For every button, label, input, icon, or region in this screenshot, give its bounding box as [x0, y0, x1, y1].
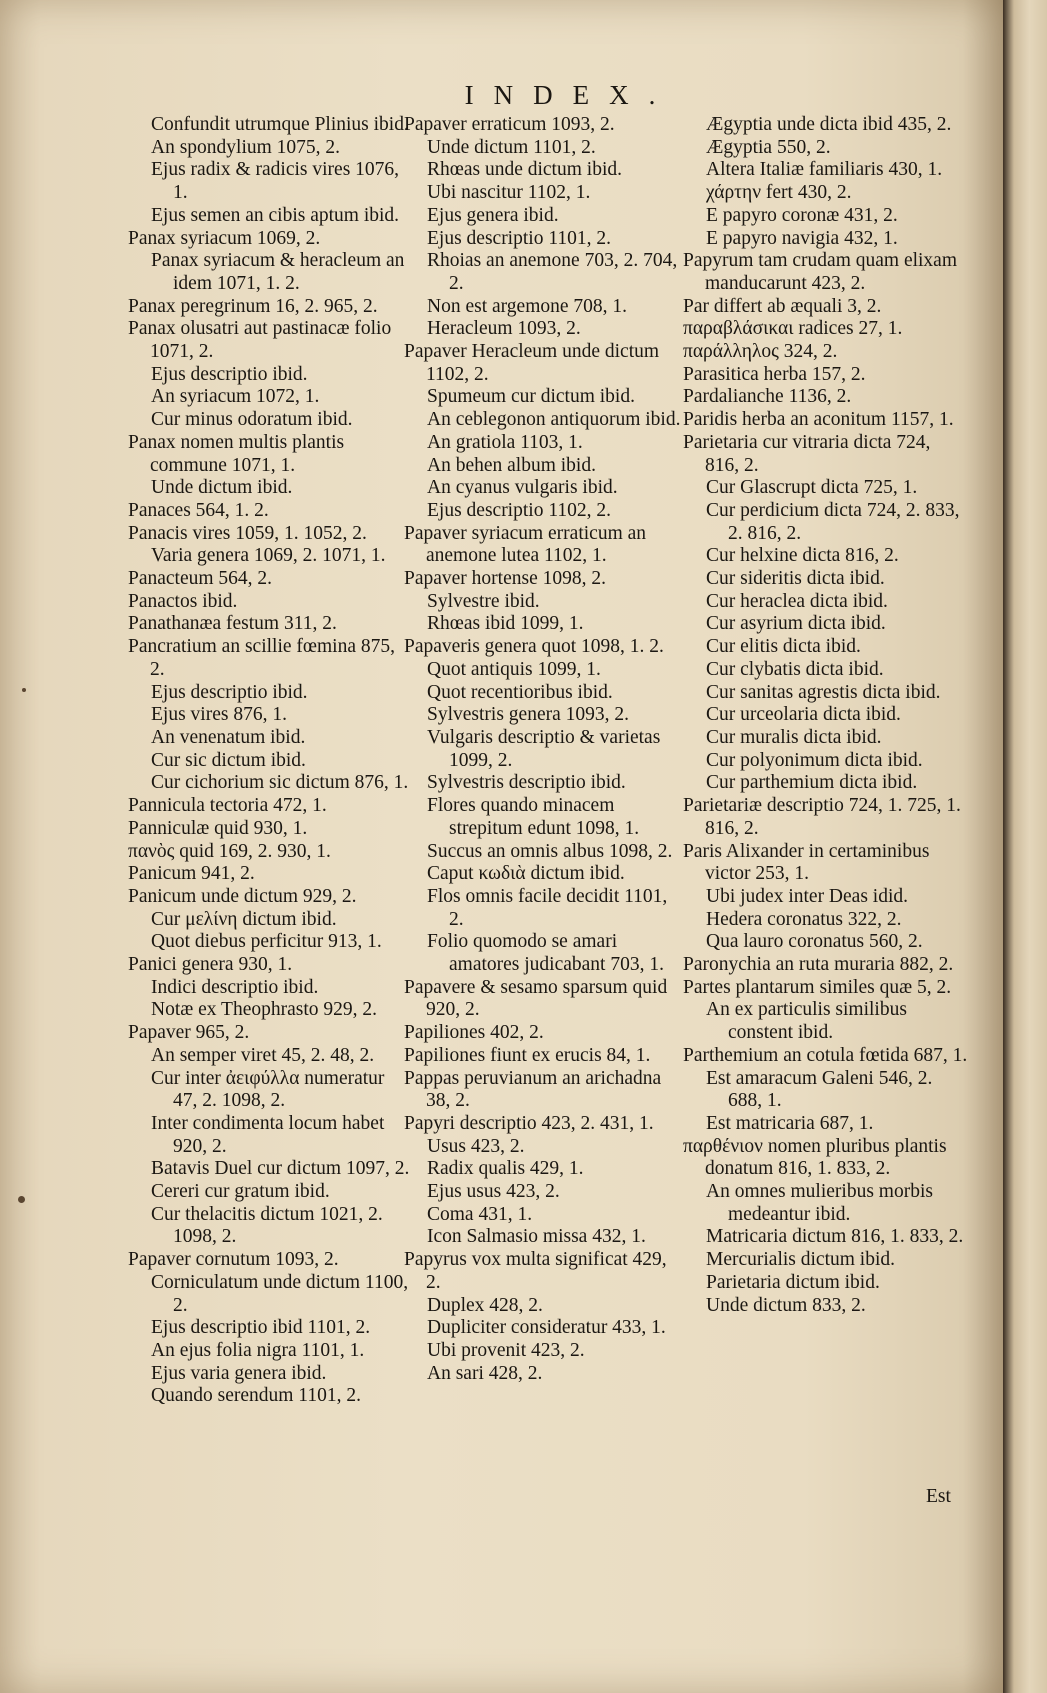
index-subentry: Cur Glascrupt dicta 725, 1. — [706, 477, 918, 499]
index-subentry: Cur polyonimum dicta ibid. — [706, 749, 923, 771]
index-entry: Panaces 564, 1. 2. — [128, 499, 269, 521]
index-subentry: Sylvestris descriptio ibid. — [427, 772, 626, 794]
index-subentry: Cur asyrium dicta ibid. — [706, 613, 886, 635]
index-subentry: Coma 431, 1. — [427, 1203, 533, 1225]
index-entry: παραβλάσικαι radices 27, 1. — [683, 318, 903, 340]
index-entry: Panici genera 930, 1. — [128, 954, 293, 976]
index-entry: Panax olusatri aut pastinacæ folio 1071, 2. — [128, 318, 392, 363]
index-entry: Panacis vires 1059, 1. 1052, 2. — [128, 522, 367, 544]
paper-blemish — [22, 688, 26, 692]
index-subentry: An sari 428, 2. — [427, 1362, 543, 1384]
index-subentry: Ubi provenit 423, 2. — [427, 1339, 585, 1361]
index-subentry: Ægyptia 550, 2. — [706, 136, 831, 158]
index-subentry: Heracleum 1093, 2. — [427, 318, 581, 340]
index-subentry: Ejus descriptio 1101, 2. — [427, 227, 611, 249]
index-subentry: Radix qualis 429, 1. — [427, 1158, 584, 1180]
index-entry: Panicum unde dictum 929, 2. — [128, 885, 357, 907]
index-subentry: An cyanus vulgaris ibid. — [427, 477, 618, 499]
index-subentry: Succus an omnis albus 1098, 2. — [427, 840, 673, 862]
index-subentry: Cur helxine dicta 816, 2. — [706, 545, 899, 567]
index-subentry: Quando serendum 1101, 2. — [151, 1385, 361, 1407]
index-column-2 — [404, 114, 686, 1385]
index-entry: Papyri descriptio 423, 2. 431, 1. — [404, 1112, 654, 1134]
index-subentry: Usus 423, 2. — [427, 1135, 525, 1157]
index-entry: Papaver syriacum erraticum an anemone lutea 1102, 1. — [404, 522, 647, 567]
index-subentry: An ex particulis similibus constent ibid. — [706, 999, 907, 1044]
index-subentry: Cur heraclea dicta ibid. — [706, 590, 888, 612]
index-subentry: An syriacum 1072, 1. — [151, 386, 320, 408]
index-subentry: An omnes mulieribus morbis medeantur ibid. — [706, 1181, 933, 1225]
index-subentry: Hedera coronatus 322, 2. — [706, 908, 902, 930]
index-entry: Pancratium an scillie fœmina 875, 2. — [128, 636, 395, 680]
index-subentry: Corniculatum unde dictum 1100, 2. — [151, 1271, 409, 1316]
index-subentry: Confundit utrumque Plinius ibid. — [151, 114, 409, 135]
index-subentry: Mercurialis dictum ibid. — [706, 1249, 896, 1271]
index-entry: Paridis herba an aconitum 1157, 1. — [683, 409, 954, 431]
index-subentry: Quot antiquis 1099, 1. — [427, 658, 601, 680]
index-entry: Panax nomen multis plantis commune 1071, 1. — [128, 431, 345, 476]
index-subentry: Flores quando minacem strepitum edunt 1098, 1. — [427, 795, 640, 839]
index-entry: Pardalianche 1136, 2. — [683, 386, 852, 408]
index-entry: Panicum 941, 2. — [128, 863, 255, 885]
index-subentry: Duplex 428, 2. — [427, 1294, 543, 1316]
index-entry: Paronychia an ruta muraria 882, 2. — [683, 954, 954, 976]
index-entry: Pannicula tectoria 472, 1. — [128, 795, 327, 817]
index-entry: πανὸς quid 169, 2. 930, 1. — [128, 840, 331, 862]
index-subentry: Varia genera 1069, 2. 1071, 1. — [151, 545, 386, 567]
index-subentry: Rhœas unde dictum ibid. — [427, 159, 622, 181]
next-page-edge — [1003, 0, 1047, 1693]
catchword: Est — [926, 1486, 951, 1507]
index-entry: Papaver 965, 2. — [128, 1022, 250, 1044]
page-header: INDEX. — [464, 80, 676, 110]
index-subentry: Altera Italiæ familiaris 430, 1. — [706, 159, 943, 181]
index-subentry: Cereri cur gratum ibid. — [151, 1181, 330, 1203]
index-subentry: Flos omnis facile decidit 1101, 2. — [427, 885, 668, 930]
index-subentry: Ejus vires 876, 1. — [151, 704, 287, 726]
index-entry: Panax syriacum 1069, 2. — [128, 227, 321, 249]
index-subentry: Cur minus odoratum ibid. — [151, 409, 353, 431]
index-subentry: Inter condimenta locum habet 920, 2. — [151, 1112, 385, 1157]
index-subentry: Unde dictum ibid. — [151, 477, 293, 499]
index-subentry: Cur sideritis dicta ibid. — [706, 568, 885, 590]
index-subentry: Ejus descriptio ibid 1101, 2. — [151, 1317, 371, 1339]
index-subentry: Matricaria dictum 816, 1. 833, 2. — [706, 1226, 964, 1248]
index-entry: Partes plantarum similes quæ 5, 2. — [683, 976, 952, 998]
index-column-1 — [128, 114, 410, 1408]
index-entry: Panax peregrinum 16, 2. 965, 2. — [128, 295, 378, 317]
index-subentry: Indici descriptio ibid. — [151, 976, 319, 998]
index-subentry: Quot diebus perficitur 913, 1. — [151, 931, 382, 953]
index-subentry: Non est argemone 708, 1. — [427, 295, 628, 317]
index-subentry: Ubi nascitur 1102, 1. — [427, 182, 591, 204]
index-subentry: An gratiola 1103, 1. — [427, 431, 583, 453]
index-subentry: Ejus descriptio 1102, 2. — [427, 499, 611, 521]
index-entry: παράλληλος 324, 2. — [683, 341, 838, 363]
index-entry: Par differt ab æquali 3, 2. — [683, 295, 882, 317]
index-entry: Parasitica herba 157, 2. — [683, 363, 866, 385]
index-subentry: Cur parthemium dicta ibid. — [706, 772, 918, 794]
index-subentry: Ejus semen an cibis aptum ibid. — [151, 204, 400, 226]
index-subentry: Batavis Duel cur dictum 1097, 2. — [151, 1158, 410, 1180]
paper-blemish — [18, 1196, 25, 1203]
index-subentry: Cur clybatis dicta ibid. — [706, 658, 884, 680]
index-entry: Papyrum tam crudam quam elixam manducarunt 423, 2. — [683, 250, 958, 294]
index-entry: Papaver erraticum 1093, 2. — [404, 114, 615, 135]
index-entry: Papyrus vox multa significat 429, 2. — [404, 1249, 667, 1293]
index-subentry: Caput κωδιὰ dictum ibid. — [427, 863, 625, 885]
index-entry: Panathanæa festum 311, 2. — [128, 613, 337, 635]
index-subentry: Cur thelacitis dictum 1021, 2. 1098, 2. — [151, 1203, 383, 1248]
index-entry: Papaver cornutum 1093, 2. — [128, 1249, 339, 1271]
index-subentry: Ejus descriptio ibid. — [151, 363, 308, 385]
index-entry: Papiliones fiunt ex erucis 84, 1. — [404, 1044, 651, 1066]
index-subentry: Cur sic dictum ibid. — [151, 749, 306, 771]
index-entry: Paris Alixander in certaminibus victor 253, 1. — [683, 840, 930, 885]
index-subentry: Notæ ex Theophrasto 929, 2. — [151, 999, 378, 1021]
index-subentry: Panax syriacum & heracleum an idem 1071, 1. 2. — [151, 250, 405, 294]
index-entry: Parthemium an cotula fœtida 687, 1. — [683, 1044, 968, 1066]
index-subentry: Qua lauro coronatus 560, 2. — [706, 931, 923, 953]
index-subentry: Icon Salmasio missa 432, 1. — [427, 1226, 646, 1248]
index-subentry: An semper viret 45, 2. 48, 2. — [151, 1044, 375, 1066]
index-subentry: Spumeum cur dictum ibid. — [427, 386, 635, 408]
index-subentry: Folio quomodo se amari amatores judicabant 703, 1. — [427, 931, 664, 976]
index-subentry: Est matricaria 687, 1. — [706, 1112, 874, 1134]
index-entry: Parietariæ descriptio 724, 1. 725, 1. 816, 2. — [683, 795, 961, 839]
index-entry: Panniculæ quid 930, 1. — [128, 817, 308, 839]
index-subentry: Ubi judex inter Deas idid. — [706, 885, 908, 907]
index-subentry: Rhœas ibid 1099, 1. — [427, 613, 584, 635]
index-subentry: Cur urceolaria dicta ibid. — [706, 704, 901, 726]
index-subentry: Ægyptia unde dicta ibid 435, 2. — [706, 114, 952, 135]
index-subentry: Sylvestris genera 1093, 2. — [427, 704, 630, 726]
index-entry: Panacteum 564, 2. — [128, 568, 273, 590]
index-subentry: Rhoias an anemone 703, 2. 704, 2. — [427, 250, 678, 294]
index-subentry: Cur sanitas agrestis dicta ibid. — [706, 681, 941, 703]
index-subentry: An ceblegonon antiquorum ibid. — [427, 409, 681, 431]
index-subentry: Cur muralis dicta ibid. — [706, 726, 882, 748]
index-entry: Papiliones 402, 2. — [404, 1022, 544, 1044]
index-entry: Panactos ibid. — [128, 590, 238, 612]
index-subentry: Cur inter ἀειφύλλα numeratur 47, 2. 1098, 2. — [151, 1067, 385, 1112]
index-subentry: Cur perdicium dicta 724, 2. 833, 2. 816, 2. — [706, 499, 960, 544]
index-subentry: Ejus descriptio ibid. — [151, 681, 308, 703]
index-subentry: Cur cichorium sic dictum 876, 1. — [151, 772, 409, 794]
index-subentry: Ejus varia genera ibid. — [151, 1362, 327, 1384]
index-subentry: Cur μελίνη dictum ibid. — [151, 908, 337, 930]
index-entry: παρθένιον nomen pluribus plantis donatum 816, 1. 833, 2. — [683, 1135, 947, 1180]
index-entry: Papaver Heracleum unde dictum 1102, 2. — [404, 341, 660, 385]
index-subentry: χάρτην fert 430, 2. — [706, 182, 852, 204]
index-subentry: E papyro coronæ 431, 2. — [706, 204, 898, 226]
index-entry: Papaveris genera quot 1098, 1. 2. — [404, 636, 664, 658]
index-subentry: Est amaracum Galeni 546, 2. 688, 1. — [706, 1067, 933, 1112]
index-subentry: Cur elitis dicta ibid. — [706, 636, 861, 658]
index-subentry: An venenatum ibid. — [151, 726, 306, 748]
index-column-3 — [683, 114, 968, 1317]
index-subentry: Unde dictum 833, 2. — [706, 1294, 866, 1316]
index-entry: Parietaria cur vitraria dicta 724, 816, 2. — [683, 431, 931, 476]
index-subentry: Ejus genera ibid. — [427, 204, 559, 226]
index-subentry: An spondylium 1075, 2. — [151, 136, 341, 158]
index-entry: Papaver hortense 1098, 2. — [404, 568, 606, 590]
index-subentry: Ejus usus 423, 2. — [427, 1181, 560, 1203]
index-subentry: Ejus radix & radicis vires 1076, 1. — [151, 159, 400, 204]
index-subentry: An ejus folia nigra 1101, 1. — [151, 1339, 365, 1361]
index-subentry: E papyro navigia 432, 1. — [706, 227, 898, 249]
index-entry: Pappas peruvianum an arichadna 38, 2. — [404, 1067, 662, 1112]
index-entry: Papavere & sesamo sparsum quid 920, 2. — [404, 976, 668, 1021]
index-subentry: Quot recentioribus ibid. — [427, 681, 613, 703]
index-subentry: Dupliciter consideratur 433, 1. — [427, 1317, 666, 1339]
index-subentry: Sylvestre ibid. — [427, 590, 540, 612]
index-subentry: An behen album ibid. — [427, 454, 596, 476]
index-subentry: Vulgaris descriptio & varietas 1099, 2. — [427, 726, 661, 771]
index-subentry: Unde dictum 1101, 2. — [427, 136, 596, 158]
index-subentry: Parietaria dictum ibid. — [706, 1271, 880, 1293]
